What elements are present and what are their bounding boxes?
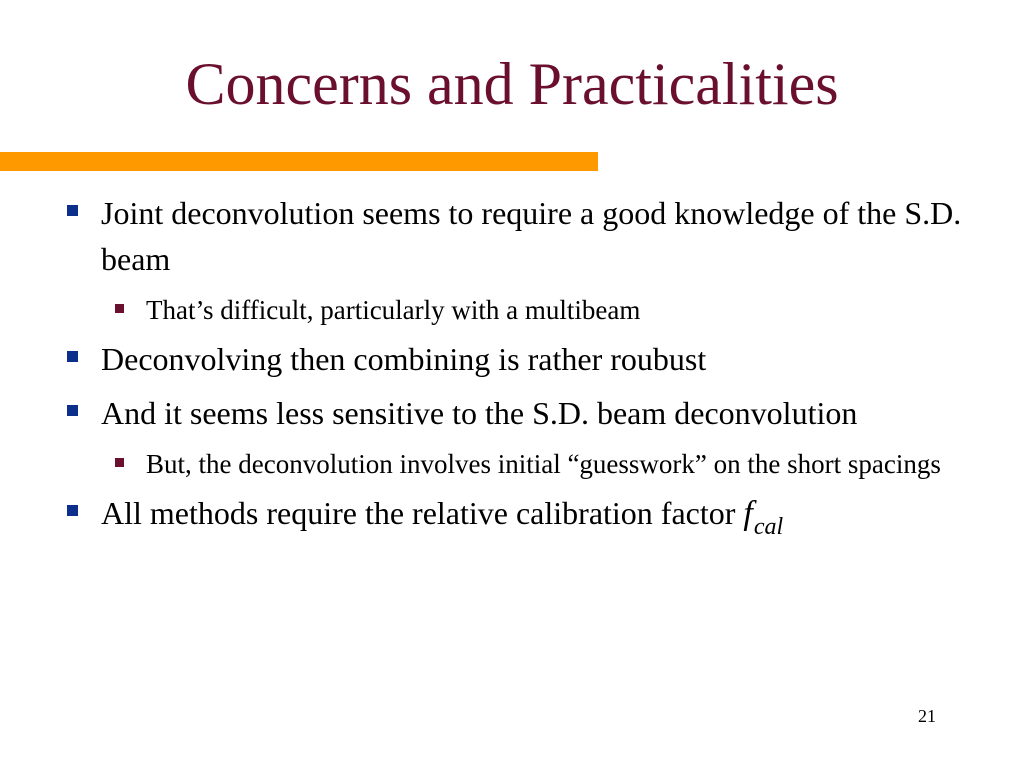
bullet-item — [64, 336, 964, 382]
bullet-text: All methods require the relative calibration factor — [101, 495, 736, 531]
page-number: 21 — [918, 706, 936, 726]
square-bullet-icon — [67, 351, 78, 362]
square-bullet-icon — [115, 458, 124, 467]
square-bullet-icon — [67, 405, 78, 416]
bullet-text: And it seems less sensitive to the S.D. beam deconvolution — [101, 395, 858, 431]
calibration-factor-symbol: f — [743, 495, 753, 532]
sub-bullet-text: But, the deconvolution involves initial “guesswork” on the short spacings — [146, 449, 941, 479]
bullet-item — [64, 390, 964, 436]
calibration-factor-subscript: cal — [753, 514, 784, 540]
square-bullet-icon — [67, 505, 78, 516]
sub-bullet-text: That’s difficult, particularly with a multibeam — [146, 295, 641, 325]
bullet-list — [64, 190, 964, 548]
sub-bullet-item — [64, 290, 964, 330]
bullet-text: Deconvolving then combining is rather roubust — [101, 341, 707, 377]
square-bullet-icon — [67, 205, 78, 216]
bullet-item — [64, 190, 964, 282]
sub-bullet-item — [64, 444, 964, 484]
square-bullet-icon — [115, 304, 124, 313]
bullet-text: Joint deconvolution seems to require a good knowledge of the S.D. beam — [101, 195, 962, 277]
bullet-item — [64, 490, 964, 540]
title-underline-bar — [0, 152, 598, 171]
slide-title: Concerns and Practicalities — [185, 51, 839, 117]
